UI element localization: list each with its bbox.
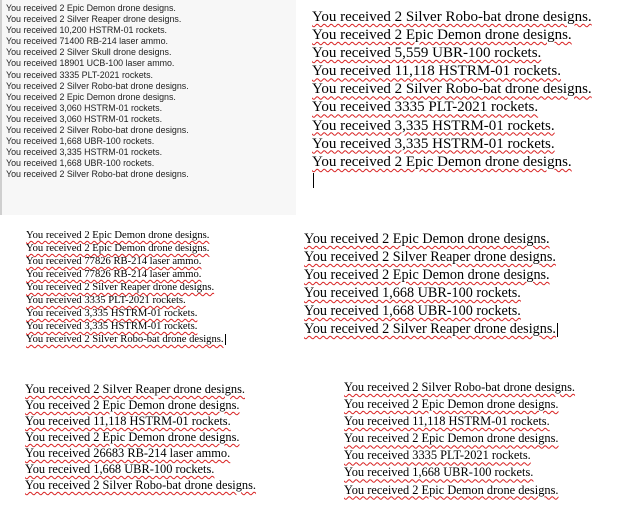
message-line: You received 2 Epic Demon drone designs. <box>344 397 559 412</box>
message-line: You received 2 Epic Demon drone designs. <box>344 482 559 497</box>
message-line: You received 3335 PLT-2021 rockets. <box>344 448 531 463</box>
message-line: You received 26683 RB-214 laser ammo. <box>25 446 231 460</box>
screenshot-panel-1 <box>0 0 296 215</box>
message-line: You received 11,118 HSTRM-01 rockets. <box>312 63 562 80</box>
message-line: You received 5,559 UBR-100 rockets. <box>312 45 542 62</box>
screenshot-panel-6 <box>320 365 633 510</box>
message-line: You received 2 Epic Demon drone designs. <box>26 243 210 254</box>
message-line: You received 1,668 UBR-100 rockets. <box>304 303 521 319</box>
message-line: You received 3335 PLT-2021 rockets. <box>6 69 154 80</box>
message-line: You received 11,118 HSTRM-01 rockets. <box>25 414 231 428</box>
message-line: You received 2 Epic Demon drone designs. <box>304 231 550 247</box>
message-line: You received 71400 RB-214 laser ammo. <box>6 36 168 47</box>
message-line: You received 2 Epic Demon drone designs. <box>312 27 572 44</box>
message-line-with-cursor <box>26 333 226 346</box>
screenshot-panel-5 <box>0 365 320 510</box>
message-line: You received 2 Epic Demon drone designs. <box>26 230 210 241</box>
message-line: You received 77826 RB-214 laser ammo. <box>26 269 202 280</box>
document-text[interactable] <box>25 381 256 493</box>
document-text[interactable] <box>26 229 226 346</box>
message-line: You received 2 Epic Demon drone designs. <box>344 431 559 446</box>
message-line: You received 2 Epic Demon drone designs. <box>6 91 176 102</box>
message-line: You received 2 Silver Robo-bat drone designs. <box>312 9 592 25</box>
message-line: You received 2 Silver Robo-bat drone designs. <box>312 81 592 98</box>
text-cursor-line <box>312 171 592 189</box>
message-line: You received 2 Silver Reaper drone designs. <box>25 382 245 396</box>
message-line: You received 3,335 HSTRM-01 rockets. <box>312 135 555 152</box>
message-line: You received 2 Silver Skull drone designs. <box>6 47 172 58</box>
message-line: You received 2 Epic Demon drone designs. <box>304 267 550 283</box>
document-text[interactable] <box>304 230 558 338</box>
message-line: You received 2 Silver Robo-bat drone designs. <box>6 80 189 91</box>
text-cursor <box>557 323 558 337</box>
message-line: You received 2 Silver Robo-bat drone designs. <box>25 478 257 492</box>
message-line: You received 2 Epic Demon drone designs. <box>312 153 572 170</box>
message-line-with-cursor <box>304 320 558 338</box>
message-line: You received 2 Silver Reaper drone designs. <box>26 282 215 293</box>
message-line: You received 2 Silver Reaper drone designs. <box>304 249 556 265</box>
panel-edge-divider <box>0 0 2 215</box>
message-line: You received 2 Epic Demon drone designs. <box>6 3 176 13</box>
message-line: You received 11,118 HSTRM-01 rockets. <box>344 414 550 429</box>
document-text[interactable] <box>344 379 575 499</box>
message-line: You received 18901 UCB-100 laser ammo. <box>6 58 175 69</box>
message-line: You received 77826 RB-214 laser ammo. <box>26 256 202 267</box>
message-line: You received 3,060 HSTRM-01 rockets. <box>6 113 163 124</box>
message-line: You received 2 Silver Robo-bat drone designs. <box>6 125 189 136</box>
message-line: You received 3,060 HSTRM-01 rockets. <box>6 102 163 113</box>
message-line: You received 3335 PLT-2021 rockets. <box>26 295 186 306</box>
message-line: You received 2 Silver Robo-bat drone designs. <box>26 334 224 345</box>
screenshot-panel-4 <box>296 215 633 365</box>
message-list <box>6 3 189 181</box>
message-line: You received 1,668 UBR-100 rockets. <box>304 285 521 301</box>
message-line: You received 2 Silver Robo-bat drone designs. <box>344 380 576 394</box>
message-line: You received 1,668 UBR-100 rockets. <box>6 136 155 147</box>
message-line: You received 3,335 HSTRM-01 rockets. <box>26 321 198 332</box>
message-line: You received 10,200 HSTRM-01 rockets. <box>6 25 167 36</box>
message-line: You received 2 Silver Reaper drone designs. <box>304 321 556 337</box>
message-line: You received 3335 PLT-2021 rockets. <box>312 99 539 116</box>
message-line: You received 1,668 UBR-100 rockets. <box>25 462 215 476</box>
screenshot-panel-3 <box>0 215 296 365</box>
text-cursor <box>225 334 226 345</box>
message-line: You received 3,335 HSTRM-01 rockets. <box>312 117 555 134</box>
message-line: You received 3,335 HSTRM-01 rockets. <box>6 147 163 158</box>
document-text[interactable] <box>312 8 592 189</box>
screenshot-panel-2 <box>296 0 633 215</box>
message-line: You received 2 Silver Robo-bat drone designs. <box>6 169 189 180</box>
text-cursor <box>313 173 314 188</box>
message-line: You received 2 Epic Demon drone designs. <box>25 430 240 444</box>
message-line: You received 2 Epic Demon drone designs. <box>25 398 240 412</box>
message-line: You received 1,668 UBR-100 rockets. <box>344 465 534 480</box>
message-line: You received 1,668 UBR-100 rockets. <box>6 158 155 169</box>
message-line: You received 2 Silver Reaper drone designs. <box>6 14 182 25</box>
message-line: You received 3,335 HSTRM-01 rockets. <box>26 308 198 319</box>
